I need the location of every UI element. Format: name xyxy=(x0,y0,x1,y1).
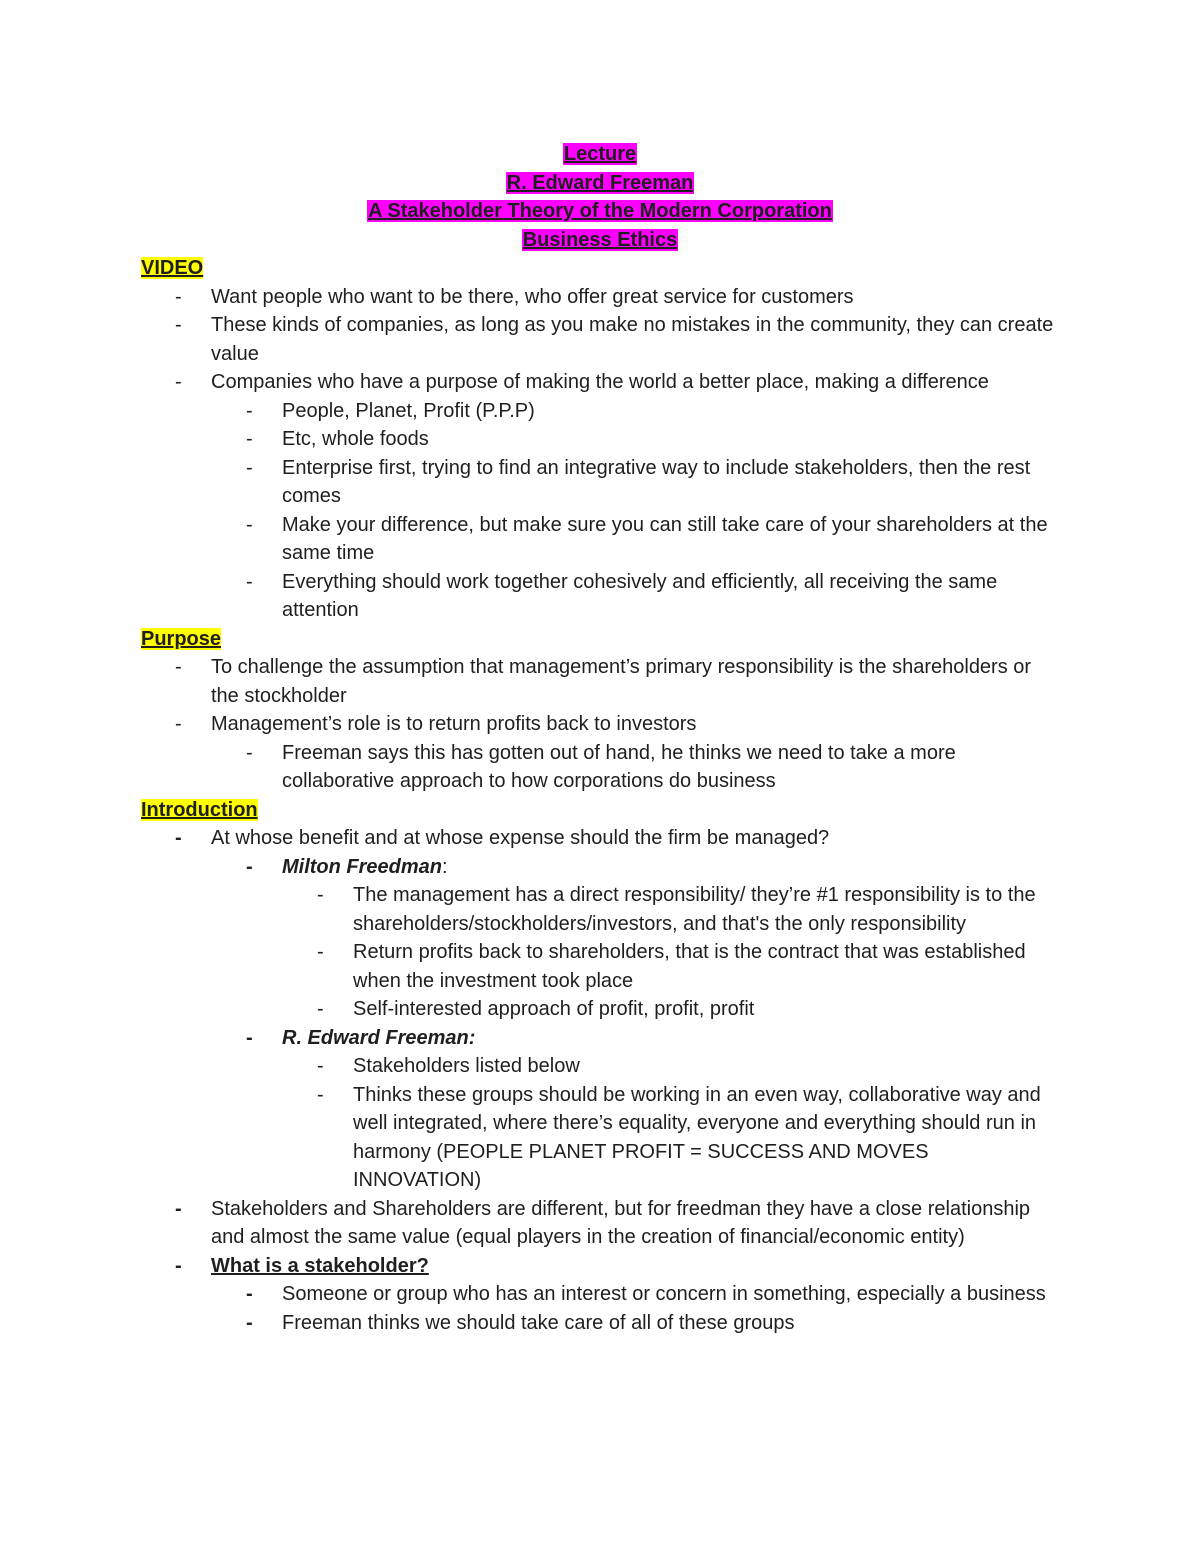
title-block xyxy=(0,140,1200,254)
dash-bullet: - xyxy=(246,1283,253,1305)
dash-bullet: - xyxy=(175,656,182,678)
list-item: - Want people who want to be there, who offer great service for customers xyxy=(141,283,1061,312)
list-item: - To challenge the assumption that management’s primary responsibility is the shareholders or the stockholder xyxy=(141,653,1061,710)
sub-sub-list-item: - Return profits back to shareholders, that is the contract that was established when the investment took place xyxy=(141,938,1061,995)
sub-list-item: - Freeman thinks we should take care of all of these groups xyxy=(141,1309,1061,1338)
notes-body xyxy=(141,254,1061,1337)
sub-list-item: - Someone or group who has an interest or concern in something, especially a business xyxy=(141,1280,1061,1309)
stakeholder-question: What is a stakeholder? xyxy=(211,1254,429,1277)
dash-bullet: - xyxy=(175,1197,182,1220)
section-heading-purpose: Purpose xyxy=(141,627,222,650)
dash-bullet: - xyxy=(317,998,324,1020)
list-item: - Stakeholders and Shareholders are different, but for freedman they have a close relationship and almost the same value (equal players in the creation of financial/economic entity) xyxy=(141,1195,1061,1252)
sub-list-item-freeman xyxy=(141,1024,1061,1053)
dash-bullet: - xyxy=(175,314,182,336)
sub-list-item: - Etc, whole foods xyxy=(141,425,1061,454)
section-heading-video: VIDEO xyxy=(141,257,204,279)
dash-bullet: - xyxy=(246,741,253,764)
list-item-stakeholder-question xyxy=(141,1252,1061,1281)
milton-freedman-label: Milton Freedman xyxy=(282,855,443,878)
dash-bullet: - xyxy=(317,1083,324,1106)
dash-bullet: - xyxy=(317,884,324,906)
sub-list-item: - Enterprise first, trying to find an integrative way to include stakeholders, then the rest comes xyxy=(141,454,1061,511)
dash-bullet: - xyxy=(175,371,182,393)
dash-bullet: - xyxy=(246,513,253,536)
dash-bullet: - xyxy=(246,855,253,878)
list-item: - At whose benefit and at whose expense should the firm be managed? xyxy=(141,824,1061,853)
title-course: Business Ethics xyxy=(522,228,678,251)
dash-bullet: - xyxy=(175,827,182,849)
dash-bullet: - xyxy=(317,941,324,963)
sub-sub-list-item: - The management has a direct responsibility/ they’re #1 responsibility is to the shareholders/stockholders/investors, and that's the only responsibility xyxy=(141,881,1061,938)
dash-bullet: - xyxy=(175,285,182,308)
dash-bullet: - xyxy=(246,428,253,450)
dash-bullet: - xyxy=(175,713,182,735)
edward-freeman-label: R. Edward Freeman: xyxy=(282,1026,476,1049)
dash-bullet: - xyxy=(175,1254,182,1277)
video-list xyxy=(141,283,1061,625)
section-heading-introduction: Introduction xyxy=(141,798,258,821)
dash-bullet: - xyxy=(246,570,253,593)
dash-bullet: - xyxy=(246,1026,253,1049)
list-item: - Companies who have a purpose of making the world a better place, making a difference xyxy=(141,368,1061,397)
list-item: - Management’s role is to return profits back to investors xyxy=(141,710,1061,739)
sub-sub-list-item: - Self-interested approach of profit, profit, profit xyxy=(141,995,1061,1024)
sub-list-item: - Freeman says this has gotten out of hand, he thinks we need to take a more collaborative approach to how corporations do business xyxy=(141,739,1061,796)
sub-list-item: - Make your difference, but make sure you can still take care of your shareholders at the same time xyxy=(141,511,1061,568)
sub-sub-list-item: - Thinks these groups should be working in an even way, collaborative way and well integrated, where there’s equality, everyone and everything should run in harmony (PEOPLE PLANET PROFIT = SUCCESS AND MOVES INNOVATION) xyxy=(141,1081,1061,1195)
sub-list-item: - People, Planet, Profit (P.P.P) xyxy=(141,397,1061,426)
title-lecture: Lecture xyxy=(563,143,637,165)
sub-list-item: - Everything should work together cohesively and efficiently, all receiving the same attention xyxy=(141,568,1061,625)
title-article: A Stakeholder Theory of the Modern Corporation xyxy=(368,200,832,222)
purpose-list xyxy=(141,653,1061,796)
dash-bullet: - xyxy=(246,456,253,479)
dash-bullet: - xyxy=(246,1311,253,1334)
title-author: R. Edward Freeman xyxy=(506,171,694,194)
sub-list-item-milton: - Milton Freedman: xyxy=(141,853,1061,882)
dash-bullet: - xyxy=(317,1055,324,1077)
introduction-list xyxy=(141,824,1061,1337)
dash-bullet: - xyxy=(246,399,253,422)
sub-sub-list-item: - Stakeholders listed below xyxy=(141,1052,1061,1081)
list-item: - These kinds of companies, as long as you make no mistakes in the community, they can create value xyxy=(141,311,1061,368)
